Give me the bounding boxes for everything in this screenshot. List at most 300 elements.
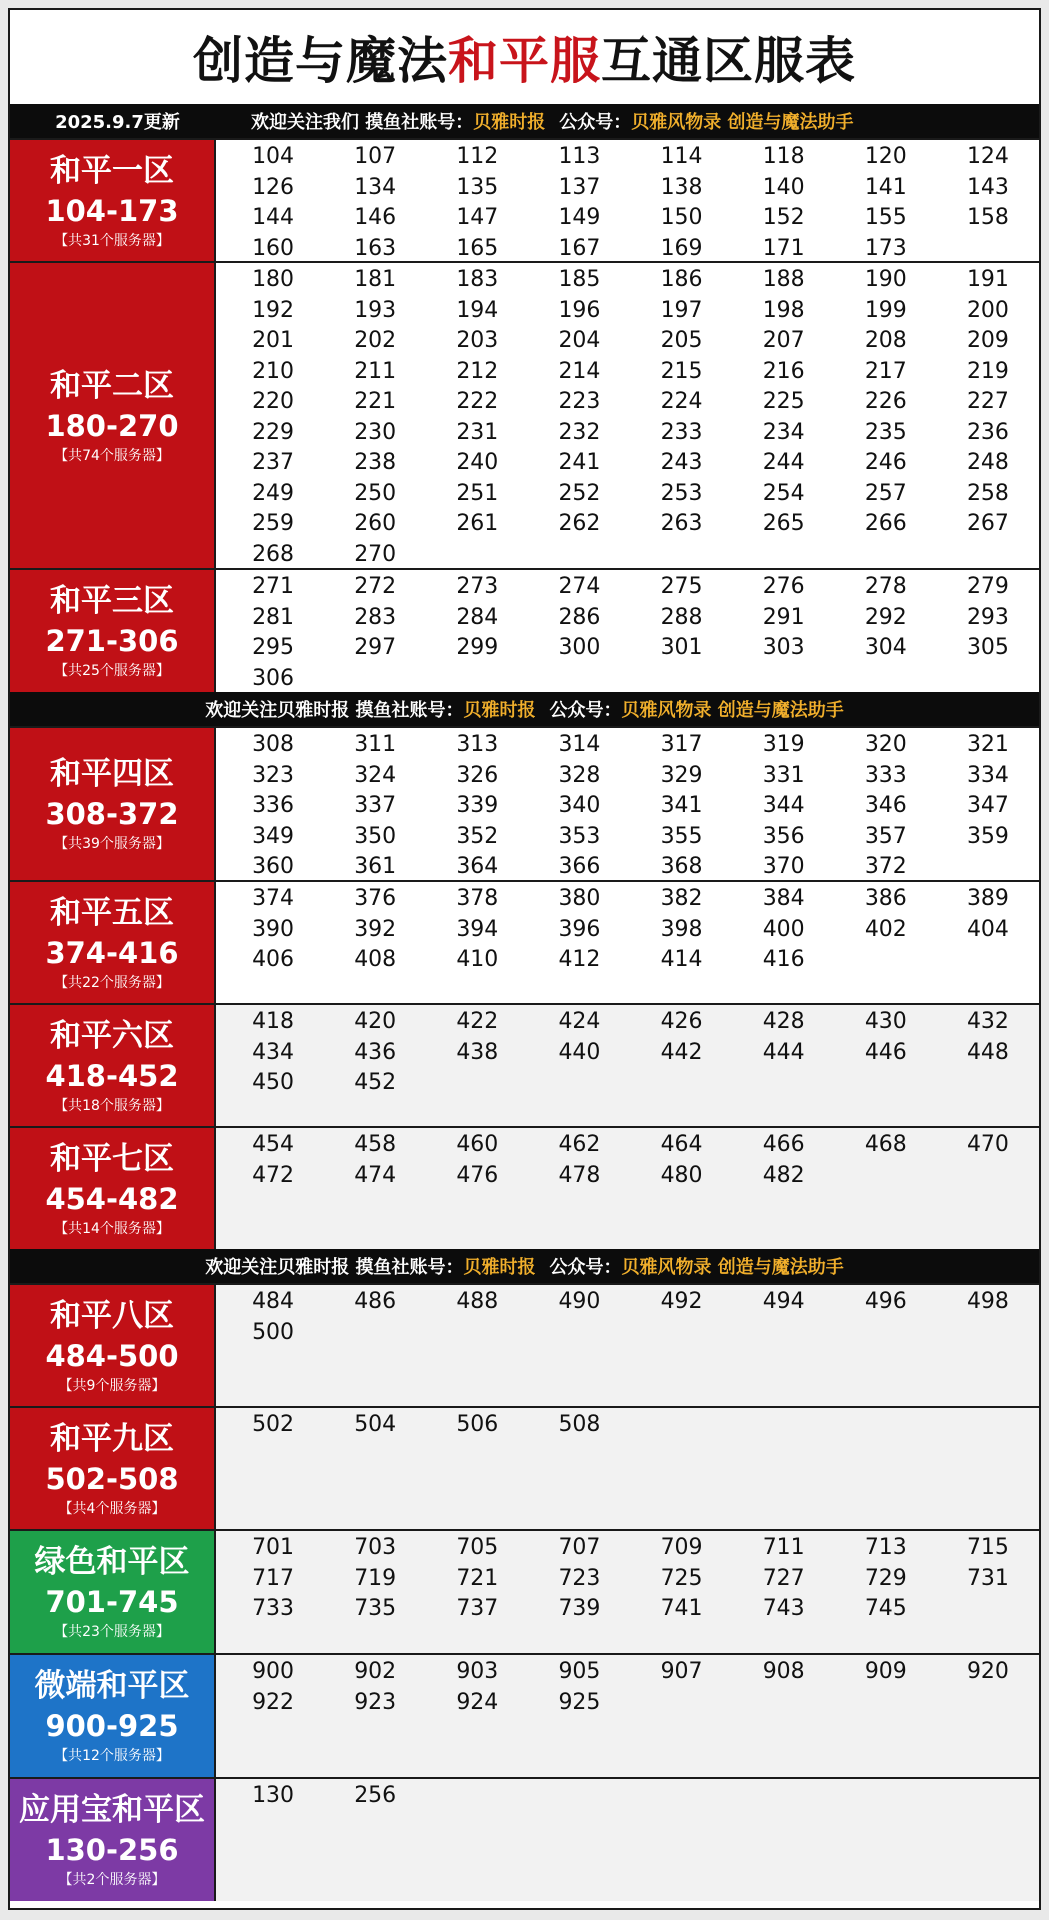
server-number: 703 — [354, 1535, 397, 1560]
zone-name: 和平一区 — [50, 152, 174, 189]
server-number: 464 — [660, 1132, 703, 1157]
server-list — [216, 728, 1039, 880]
server-number: 158 — [966, 205, 1009, 230]
zones-group-3 — [10, 1283, 1039, 1901]
zone-label — [10, 263, 216, 568]
zone-range: 104-173 — [45, 193, 179, 228]
server-number: 137 — [558, 174, 601, 200]
server-number: 304 — [864, 635, 907, 660]
server-number: 737 — [456, 1596, 499, 1621]
server-number: 357 — [864, 823, 907, 849]
zone-label — [10, 1655, 216, 1777]
server-number: 741 — [660, 1596, 703, 1621]
zones-group-2 — [10, 726, 1039, 1249]
server-number: 267 — [966, 511, 1009, 536]
zone-name: 和平二区 — [50, 367, 174, 404]
server-number: 496 — [864, 1289, 907, 1314]
server-table-page — [8, 8, 1041, 1910]
zone-row — [10, 1283, 1039, 1406]
server-number: 262 — [558, 511, 601, 536]
server-number: 246 — [864, 450, 907, 475]
zone-label — [10, 1531, 216, 1653]
server-number: 224 — [660, 389, 703, 414]
zone-row — [10, 138, 1039, 261]
banner-gold-2: 贝雅风物录 创造与魔法助手 — [621, 1257, 844, 1278]
server-number: 270 — [354, 541, 397, 567]
server-number: 454 — [252, 1132, 295, 1157]
server-list — [216, 1779, 1039, 1901]
server-number: 185 — [558, 267, 601, 292]
server-number: 150 — [660, 205, 703, 230]
server-number: 715 — [966, 1535, 1009, 1560]
server-number: 420 — [354, 1009, 397, 1034]
server-number: 442 — [660, 1039, 703, 1065]
zone-label — [10, 882, 216, 1003]
zone-count: 【共2个服务器】 — [58, 1872, 166, 1888]
server-number: 723 — [558, 1565, 601, 1591]
server-number: 739 — [558, 1596, 601, 1621]
zone-name: 微端和平区 — [34, 1668, 190, 1704]
server-number: 502 — [252, 1412, 295, 1437]
banner-text-1: 欢迎关注贝雅时报 摸鱼社账号： — [205, 700, 464, 721]
server-number: 188 — [762, 267, 805, 292]
server-number: 219 — [966, 358, 1009, 384]
server-list — [216, 140, 1039, 261]
server-number: 404 — [966, 916, 1009, 942]
server-number: 288 — [660, 604, 703, 630]
server-number: 204 — [558, 328, 601, 353]
server-number: 113 — [558, 144, 601, 169]
server-number: 416 — [762, 947, 805, 972]
server-number: 147 — [456, 205, 499, 230]
zone-range: 701-745 — [45, 1585, 179, 1619]
server-number: 202 — [354, 328, 397, 353]
server-number: 214 — [558, 358, 601, 384]
banner-gold-1: 贝雅时报 — [463, 1257, 536, 1278]
server-number: 355 — [660, 823, 703, 849]
server-number: 426 — [660, 1009, 703, 1034]
server-number: 235 — [864, 419, 907, 445]
server-number: 257 — [864, 480, 907, 506]
server-number: 252 — [558, 480, 601, 506]
server-number: 273 — [456, 574, 499, 599]
server-number: 922 — [252, 1689, 295, 1715]
server-number: 226 — [864, 389, 907, 414]
zone-count: 【共31个服务器】 — [54, 232, 170, 249]
server-number: 349 — [252, 823, 295, 849]
server-list — [216, 570, 1039, 692]
server-number: 398 — [660, 916, 703, 942]
server-number: 118 — [762, 144, 805, 169]
server-number: 506 — [456, 1412, 499, 1437]
server-number: 173 — [864, 235, 907, 261]
zone-count: 【共22个服务器】 — [54, 974, 170, 991]
server-number: 311 — [354, 732, 397, 757]
server-number: 274 — [558, 574, 601, 599]
zone-label — [10, 1779, 216, 1901]
server-number: 266 — [864, 511, 907, 536]
server-list — [216, 263, 1039, 568]
banner-gold-1: 贝雅时报 — [473, 112, 546, 133]
banner-text-1: 欢迎关注贝雅时报 摸鱼社账号： — [205, 1257, 464, 1278]
server-number: 361 — [354, 854, 397, 879]
server-number: 329 — [660, 762, 703, 788]
server-number: 360 — [252, 854, 295, 879]
server-list — [216, 1285, 1039, 1406]
banner-gold-2: 贝雅风物录 创造与魔法助手 — [631, 112, 854, 133]
zone-count: 【共25个服务器】 — [54, 663, 170, 679]
server-number: 352 — [456, 823, 499, 849]
zone-count: 【共4个服务器】 — [58, 1500, 166, 1517]
server-number: 220 — [252, 389, 295, 414]
zone-name: 绿色和平区 — [34, 1544, 190, 1580]
server-number: 500 — [252, 1319, 295, 1345]
banner-gold-1: 贝雅时报 — [463, 700, 536, 721]
server-number: 432 — [966, 1009, 1009, 1034]
zone-row — [10, 1653, 1039, 1777]
server-number: 199 — [864, 297, 907, 323]
server-number: 263 — [660, 511, 703, 536]
server-number: 212 — [456, 358, 499, 384]
server-number: 321 — [966, 732, 1009, 757]
banner-text-2: 公众号： — [549, 1257, 622, 1278]
server-number: 347 — [966, 793, 1009, 818]
server-number: 337 — [354, 793, 397, 818]
server-number: 232 — [558, 419, 601, 445]
server-number: 903 — [456, 1659, 499, 1684]
server-number: 130 — [252, 1783, 295, 1808]
server-number: 303 — [762, 635, 805, 660]
zone-name: 和平八区 — [50, 1297, 174, 1334]
zone-row — [10, 1406, 1039, 1529]
server-number: 208 — [864, 328, 907, 353]
server-number: 733 — [252, 1596, 295, 1621]
server-number: 428 — [762, 1009, 805, 1034]
server-number: 336 — [252, 793, 295, 818]
server-number: 920 — [966, 1659, 1009, 1684]
server-number: 905 — [558, 1659, 601, 1684]
zone-range: 502-508 — [45, 1461, 179, 1496]
server-number: 194 — [456, 297, 499, 323]
zone-name: 和平三区 — [50, 583, 174, 619]
server-number: 163 — [354, 235, 397, 261]
title-part-3: 互通区服表 — [601, 32, 856, 90]
server-number: 233 — [660, 419, 703, 445]
server-number: 474 — [354, 1162, 397, 1188]
zone-range: 308-372 — [45, 797, 179, 831]
server-number: 258 — [966, 480, 1009, 506]
title-part-1: 创造与魔法 — [193, 32, 448, 90]
zone-row — [10, 1777, 1039, 1901]
server-number: 390 — [252, 916, 295, 942]
server-number: 165 — [456, 235, 499, 261]
zone-row — [10, 261, 1039, 568]
server-number: 458 — [354, 1132, 397, 1157]
server-number: 196 — [558, 297, 601, 323]
page-title — [10, 10, 1039, 104]
server-number: 446 — [864, 1039, 907, 1065]
server-list — [216, 882, 1039, 1003]
server-number: 490 — [558, 1289, 601, 1314]
server-number: 478 — [558, 1162, 601, 1188]
server-number: 293 — [966, 604, 1009, 630]
server-number: 284 — [456, 604, 499, 630]
server-number: 250 — [354, 480, 397, 506]
server-number: 203 — [456, 328, 499, 353]
server-number: 408 — [354, 947, 397, 972]
server-number: 201 — [252, 328, 295, 353]
server-number: 334 — [966, 762, 1009, 788]
server-number: 713 — [864, 1535, 907, 1560]
mid-banner-2 — [10, 1249, 1039, 1283]
server-number: 146 — [354, 205, 397, 230]
server-number: 729 — [864, 1565, 907, 1591]
zone-label — [10, 728, 216, 880]
server-number: 468 — [864, 1132, 907, 1157]
server-number: 210 — [252, 358, 295, 384]
server-number: 272 — [354, 574, 397, 599]
server-number: 167 — [558, 235, 601, 261]
server-number: 124 — [966, 144, 1009, 169]
server-number: 504 — [354, 1412, 397, 1437]
server-number: 743 — [762, 1596, 805, 1621]
server-number: 424 — [558, 1009, 601, 1034]
server-number: 308 — [252, 732, 295, 757]
server-list — [216, 1005, 1039, 1126]
server-number: 135 — [456, 174, 499, 200]
server-number: 924 — [456, 1689, 499, 1715]
server-number: 253 — [660, 480, 703, 506]
server-number: 211 — [354, 358, 397, 384]
server-number: 725 — [660, 1565, 703, 1591]
update-date: 2025.9.7更新 — [55, 112, 180, 133]
server-number: 498 — [966, 1289, 1009, 1314]
zone-row — [10, 1126, 1039, 1249]
server-number: 705 — [456, 1535, 499, 1560]
server-number: 462 — [558, 1132, 601, 1157]
server-number: 344 — [762, 793, 805, 818]
server-number: 134 — [354, 174, 397, 200]
mid-banner-1 — [10, 692, 1039, 726]
zone-name: 和平六区 — [50, 1017, 174, 1054]
server-number: 265 — [762, 511, 805, 536]
server-number: 300 — [558, 635, 601, 660]
banner-gold-2: 贝雅风物录 创造与魔法助手 — [621, 700, 844, 721]
server-number: 418 — [252, 1009, 295, 1034]
zone-label — [10, 1005, 216, 1126]
server-number: 484 — [252, 1289, 295, 1314]
server-number: 444 — [762, 1039, 805, 1065]
server-number: 198 — [762, 297, 805, 323]
server-number: 291 — [762, 604, 805, 630]
zone-count: 【共74个服务器】 — [54, 447, 170, 464]
server-number: 472 — [252, 1162, 295, 1188]
server-number: 386 — [864, 886, 907, 911]
server-number: 143 — [966, 174, 1009, 200]
server-number: 276 — [762, 574, 805, 599]
server-number: 216 — [762, 358, 805, 384]
zone-count: 【共14个服务器】 — [54, 1220, 170, 1237]
server-number: 434 — [252, 1039, 295, 1065]
server-number: 141 — [864, 174, 907, 200]
zone-label — [10, 570, 216, 692]
server-number: 186 — [660, 267, 703, 292]
server-number: 295 — [252, 635, 295, 660]
server-number: 430 — [864, 1009, 907, 1034]
server-number: 279 — [966, 574, 1009, 599]
server-number: 331 — [762, 762, 805, 788]
zone-label — [10, 1128, 216, 1249]
banner-text-2: 公众号： — [549, 700, 622, 721]
server-number: 366 — [558, 854, 601, 879]
server-number: 486 — [354, 1289, 397, 1314]
server-number: 144 — [252, 205, 295, 230]
server-number: 389 — [966, 886, 1009, 911]
server-number: 701 — [252, 1535, 295, 1560]
server-number: 314 — [558, 732, 601, 757]
server-list — [216, 1531, 1039, 1653]
zone-count: 【共12个服务器】 — [54, 1748, 170, 1764]
server-number: 190 — [864, 267, 907, 292]
server-number: 900 — [252, 1659, 295, 1684]
server-number: 333 — [864, 762, 907, 788]
server-number: 340 — [558, 793, 601, 818]
server-number: 104 — [252, 144, 295, 169]
server-number: 400 — [762, 916, 805, 942]
server-number: 324 — [354, 762, 397, 788]
server-number: 248 — [966, 450, 1009, 475]
server-number: 364 — [456, 854, 499, 879]
server-number: 326 — [456, 762, 499, 788]
zone-range: 900-925 — [45, 1709, 179, 1743]
server-number: 259 — [252, 511, 295, 536]
server-number: 297 — [354, 635, 397, 660]
server-number: 229 — [252, 419, 295, 445]
server-number: 271 — [252, 574, 295, 599]
server-number: 450 — [252, 1070, 295, 1095]
server-number: 480 — [660, 1162, 703, 1188]
server-number: 138 — [660, 174, 703, 200]
server-number: 160 — [252, 235, 295, 261]
zone-name: 和平七区 — [50, 1140, 174, 1177]
server-number: 305 — [966, 635, 1009, 660]
server-number: 402 — [864, 916, 907, 942]
server-number: 222 — [456, 389, 499, 414]
server-number: 356 — [762, 823, 805, 849]
zone-name: 和平四区 — [50, 756, 174, 792]
server-number: 711 — [762, 1535, 805, 1560]
server-number: 380 — [558, 886, 601, 911]
server-number: 215 — [660, 358, 703, 384]
zone-range: 484-500 — [45, 1338, 179, 1373]
server-list — [216, 1408, 1039, 1529]
server-number: 448 — [966, 1039, 1009, 1065]
server-number: 200 — [966, 297, 1009, 323]
server-number: 171 — [762, 235, 805, 261]
server-number: 193 — [354, 297, 397, 323]
server-number: 241 — [558, 450, 601, 475]
server-number: 323 — [252, 762, 295, 788]
server-number: 261 — [456, 511, 499, 536]
server-number: 394 — [456, 916, 499, 942]
server-number: 735 — [354, 1596, 397, 1621]
server-number: 317 — [660, 732, 703, 757]
server-number: 466 — [762, 1132, 805, 1157]
server-number: 319 — [762, 732, 805, 757]
zone-range: 374-416 — [45, 935, 179, 970]
server-number: 353 — [558, 823, 601, 849]
server-number: 382 — [660, 886, 703, 911]
zone-row — [10, 568, 1039, 692]
server-number: 227 — [966, 389, 1009, 414]
server-number: 339 — [456, 793, 499, 818]
server-number: 721 — [456, 1565, 499, 1591]
server-number: 286 — [558, 604, 601, 630]
server-number: 476 — [456, 1162, 499, 1188]
server-number: 372 — [864, 854, 907, 879]
server-number: 221 — [354, 389, 397, 414]
server-number: 191 — [966, 267, 1009, 292]
server-number: 234 — [762, 419, 805, 445]
server-number: 923 — [354, 1689, 397, 1715]
server-number: 112 — [456, 144, 499, 169]
zone-range: 271-306 — [45, 624, 179, 658]
top-banner — [10, 104, 1039, 138]
server-number: 181 — [354, 267, 397, 292]
server-number: 341 — [660, 793, 703, 818]
server-number: 275 — [660, 574, 703, 599]
server-number: 492 — [660, 1289, 703, 1314]
server-number: 908 — [762, 1659, 805, 1684]
server-number: 107 — [354, 144, 397, 169]
zone-row — [10, 1529, 1039, 1653]
server-number: 422 — [456, 1009, 499, 1034]
server-number: 494 — [762, 1289, 805, 1314]
server-number: 240 — [456, 450, 499, 475]
server-number: 292 — [864, 604, 907, 630]
server-number: 350 — [354, 823, 397, 849]
server-number: 244 — [762, 450, 805, 475]
zone-row — [10, 880, 1039, 1003]
server-number: 925 — [558, 1689, 601, 1715]
server-number: 299 — [456, 635, 499, 660]
zone-name: 应用宝和平区 — [19, 1792, 205, 1828]
zone-row — [10, 726, 1039, 880]
server-number: 306 — [252, 665, 295, 691]
server-number: 370 — [762, 854, 805, 879]
server-number: 301 — [660, 635, 703, 660]
zone-label — [10, 1285, 216, 1406]
server-number: 907 — [660, 1659, 703, 1684]
server-number: 378 — [456, 886, 499, 911]
server-number: 731 — [966, 1565, 1009, 1591]
server-number: 126 — [252, 174, 295, 200]
zone-count: 【共9个服务器】 — [58, 1377, 166, 1394]
server-number: 281 — [252, 604, 295, 630]
server-number: 209 — [966, 328, 1009, 353]
server-number: 412 — [558, 947, 601, 972]
zone-label — [10, 1408, 216, 1529]
server-number: 180 — [252, 267, 295, 292]
zone-count: 【共39个服务器】 — [54, 836, 170, 852]
server-number: 320 — [864, 732, 907, 757]
server-number: 410 — [456, 947, 499, 972]
server-number: 414 — [660, 947, 703, 972]
server-number: 909 — [864, 1659, 907, 1684]
server-number: 508 — [558, 1412, 601, 1437]
server-number: 243 — [660, 450, 703, 475]
zone-name: 和平九区 — [50, 1420, 174, 1457]
